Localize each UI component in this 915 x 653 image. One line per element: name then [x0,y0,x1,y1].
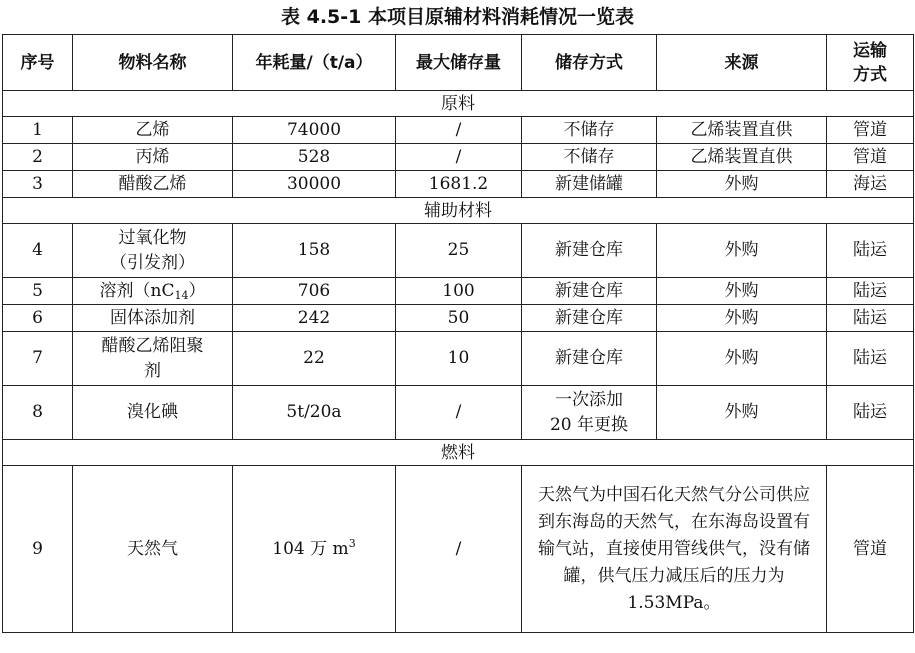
cell-seq: 6 [3,305,73,332]
cell-max: / [396,117,522,144]
section-row-raw [3,91,914,117]
cell-source: 乙烯装置直供 [657,117,827,144]
cell-description: 天然气为中国石化天然气分公司供应到东海岛的天然气，在东海岛设置有输气站，直接使用管线供气，没有储罐，供气压力减压后的压力为1.53MPa。 [522,466,827,633]
cell-annual: 158 [233,224,396,278]
cell-storage: 新建仓库 [522,305,657,332]
cell-name: 丙烯 [73,144,233,171]
header-seq: 序号 [3,35,73,91]
cell-name-line1: 过氧化物 [118,227,187,248]
cell-name-subscript: 14 [174,288,189,302]
cell-transport: 陆运 [827,332,914,386]
cell-name: 乙烯 [73,117,233,144]
cell-transport: 陆运 [827,224,914,278]
header-transport-line2: 方式 [853,64,887,85]
section-label-raw: 原料 [3,91,914,117]
cell-annual: 706 [233,278,396,305]
table-row [3,332,914,386]
cell-seq: 4 [3,224,73,278]
cell-max: / [396,386,522,440]
cell-storage: 新建仓库 [522,278,657,305]
cell-name-line1: 醋酸乙烯阻聚 [101,335,204,356]
header-source: 来源 [657,35,827,91]
cell-name: 醋酸乙烯 [73,171,233,198]
materials-table [2,34,914,633]
table-row [3,224,914,278]
cell-name: 天然气 [73,466,233,633]
table-row [3,144,914,171]
table-row [3,305,914,332]
cell-annual: 22 [233,332,396,386]
cell-storage: 新建仓库 [522,332,657,386]
cell-seq: 9 [3,466,73,633]
cell-name-main: 溶剂（nC [99,280,175,301]
cell-seq: 8 [3,386,73,440]
cell-name-end: ） [188,280,206,301]
cell-storage: 新建仓库 [522,224,657,278]
cell-transport: 管道 [827,466,914,633]
cell-annual [233,466,396,633]
cell-transport: 陆运 [827,386,914,440]
section-row-aux [3,198,914,224]
cell-transport: 陆运 [827,305,914,332]
cell-annual: 30000 [233,171,396,198]
cell-max: / [396,144,522,171]
cell-max: 50 [396,305,522,332]
cell-max: 25 [396,224,522,278]
cell-annual-main: 104 万 m [272,538,349,559]
cell-source: 外购 [657,386,827,440]
cell-source: 外购 [657,278,827,305]
header-transport-line1: 运输 [853,40,887,61]
cell-name [73,224,233,278]
section-label-aux: 辅助材料 [3,198,914,224]
cell-transport: 管道 [827,144,914,171]
cell-max: / [396,466,522,633]
cell-transport: 管道 [827,117,914,144]
header-max-storage: 最大储存量 [396,35,522,91]
header-name: 物料名称 [73,35,233,91]
cell-seq: 3 [3,171,73,198]
cell-source: 外购 [657,171,827,198]
header-row [3,35,914,91]
cell-annual-superscript: 3 [348,536,356,550]
table-row [3,117,914,144]
cell-name-line2: 剂 [144,360,161,381]
table-row [3,386,914,440]
header-transport [827,35,914,91]
cell-transport: 海运 [827,171,914,198]
header-storage-method: 储存方式 [522,35,657,91]
cell-name-line2: （引发剂） [110,252,195,273]
table-row [3,466,914,633]
cell-transport: 陆运 [827,278,914,305]
cell-storage: 新建储罐 [522,171,657,198]
cell-name [73,278,233,305]
cell-annual: 242 [233,305,396,332]
cell-storage [522,386,657,440]
cell-storage-line1: 一次添加 [555,389,623,410]
table-row [3,278,914,305]
section-row-fuel [3,440,914,466]
cell-source: 外购 [657,305,827,332]
section-label-fuel: 燃料 [3,440,914,466]
cell-source: 乙烯装置直供 [657,144,827,171]
cell-max: 1681.2 [396,171,522,198]
cell-source: 外购 [657,224,827,278]
cell-storage: 不储存 [522,117,657,144]
cell-name [73,332,233,386]
cell-seq: 1 [3,117,73,144]
cell-annual: 528 [233,144,396,171]
table-title: 表 4.5-1 本项目原辅材料消耗情况一览表 [281,6,634,28]
cell-max: 100 [396,278,522,305]
cell-name: 溴化碘 [73,386,233,440]
cell-storage: 不储存 [522,144,657,171]
cell-source: 外购 [657,332,827,386]
cell-max: 10 [396,332,522,386]
table-row [3,171,914,198]
header-annual: 年耗量/（t/a） [233,35,396,91]
cell-seq: 7 [3,332,73,386]
cell-seq: 5 [3,278,73,305]
cell-seq: 2 [3,144,73,171]
cell-name: 固体添加剂 [73,305,233,332]
cell-storage-line2: 20 年更换 [549,414,629,435]
cell-annual: 5t/20a [233,386,396,440]
cell-annual: 74000 [233,117,396,144]
